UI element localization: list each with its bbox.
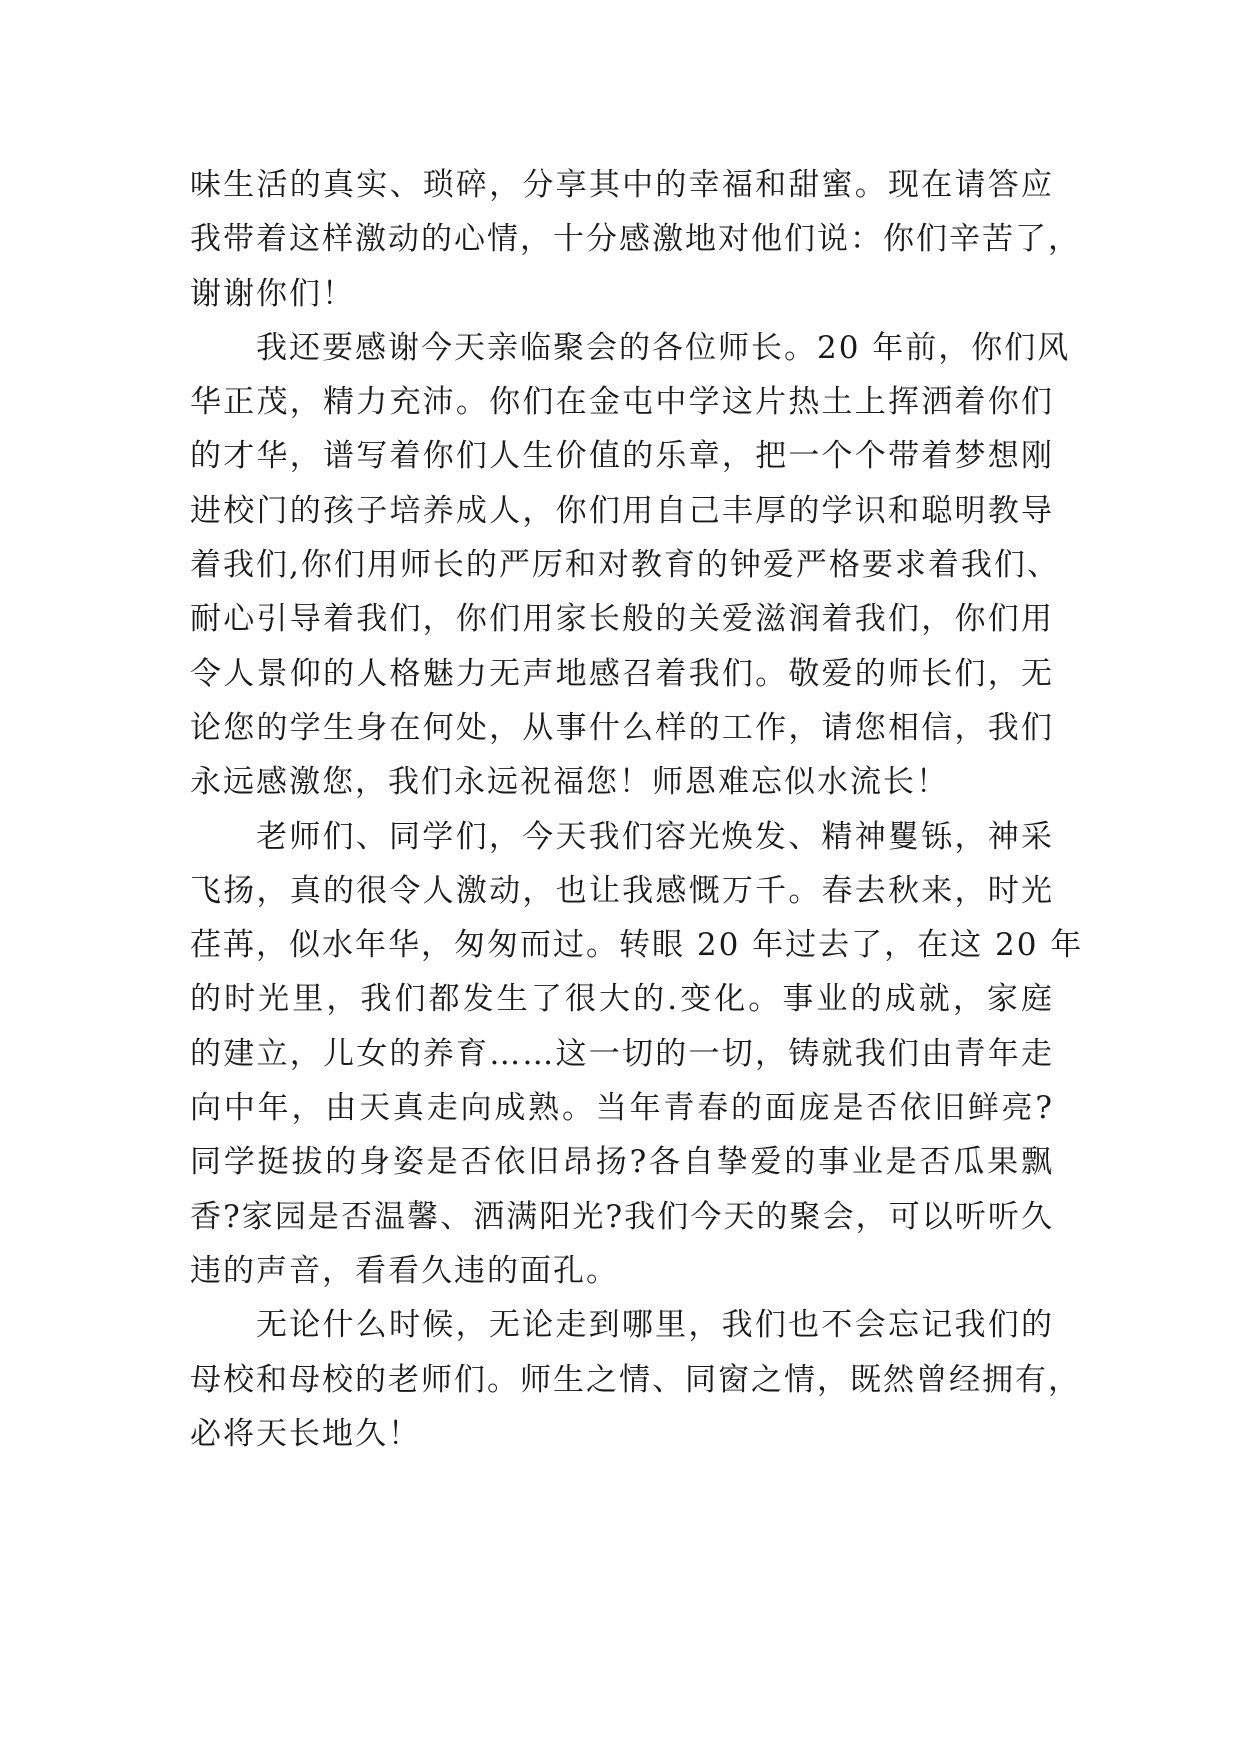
text-line: 的建立，儿女的养育……这一切的一切，铸就我们由青年走 <box>190 1035 1054 1072</box>
text-line: 同学挺拔的身姿是否依旧昂扬?各自挚爱的事业是否瓜果飘 <box>190 1144 1054 1181</box>
text-line: 味生活的真实、琐碎，分享其中的幸福和甜蜜。现在请答应 <box>190 167 1054 203</box>
text-line: 谢谢你们！ <box>190 275 355 312</box>
text-line: 令人景仰的人格魅力无声地感召着我们。敬爱的师长们，无 <box>190 655 1054 692</box>
text-line: 违的声音，看看久违的面孔。 <box>190 1252 619 1289</box>
text-line: 我带着这样激动的心情，十分感激地对他们说：你们辛苦了， <box>190 221 1081 258</box>
text-line: 的时光里，我们都发生了很大的.变化。事业的成就，家庭 <box>190 981 1054 1018</box>
text-line: 着我们,你们用师长的严厉和对教育的钟爱严格要求着我们、 <box>190 547 1060 584</box>
text-line: 无论什么时候，无论走到哪里，我们也不会忘记我们的 <box>256 1307 1054 1344</box>
text-line: 香?家园是否温馨、洒满阳光?我们今天的聚会，可以听听久 <box>190 1198 1054 1235</box>
text-line: 永远感激您，我们永远祝福您！师恩难忘似水流长！ <box>190 764 949 801</box>
document-body <box>190 158 1084 1461</box>
paragraph-2 <box>190 321 1071 810</box>
paragraph-1 <box>190 158 1081 321</box>
text-line: 耐心引导着我们，你们用家长般的关爱滋润着我们，你们用 <box>190 601 1054 638</box>
text-line: 荏苒，似水年华，匆匆而过。转眼 20 年过去了，在这 20 年 <box>190 927 1084 964</box>
text-line: 论您的学生身在何处，从事什么样的工作，请您相信，我们 <box>190 709 1054 746</box>
text-line: 我还要感谢今天亲临聚会的各位师长。20 年前，你们风 <box>256 329 1071 366</box>
text-line: 华正茂，精力充沛。你们在金屯中学这片热土上挥洒着你们 <box>190 384 1054 421</box>
text-line: 向中年，由天真走向成熟。当年青春的面庞是否依旧鲜亮? <box>190 1090 1054 1127</box>
text-line: 必将天长地久！ <box>190 1415 421 1452</box>
paragraph-3 <box>190 810 1084 1299</box>
text-line: 老师们、同学们，今天我们容光焕发、精神矍铄，神采 <box>256 818 1054 855</box>
paragraph-4 <box>190 1298 1081 1461</box>
text-line: 进校门的孩子培养成人，你们用自己丰厚的学识和聪明教导 <box>190 492 1054 529</box>
text-line: 母校和母校的老师们。师生之情、同窗之情，既然曾经拥有， <box>190 1361 1081 1398</box>
text-line: 飞扬，真的很令人激动，也让我感慨万千。春去秋来，时光 <box>190 872 1054 909</box>
text-line: 的才华，谱写着你们人生价值的乐章，把一个个带着梦想刚 <box>190 438 1054 475</box>
